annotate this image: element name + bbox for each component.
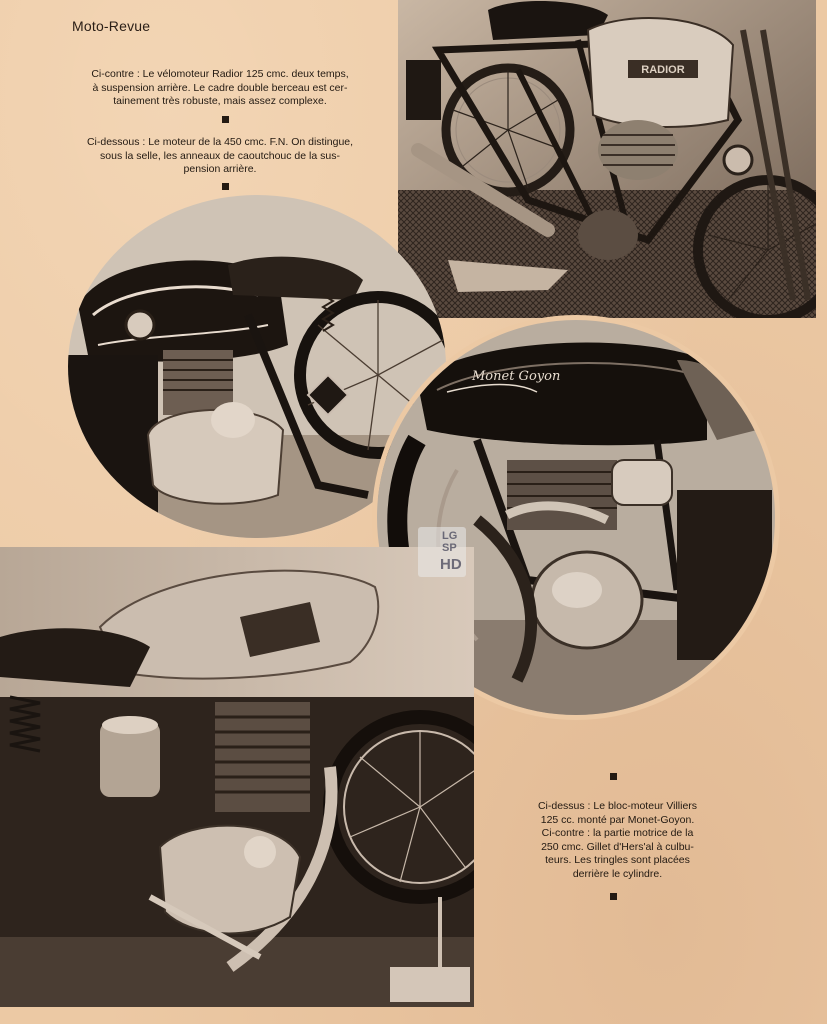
- watermark-line-1: LG: [442, 530, 458, 542]
- watermark-line-3: HD: [440, 556, 462, 573]
- separator-square: [222, 183, 229, 190]
- separator-square: [610, 893, 617, 900]
- separator-square: [222, 116, 229, 123]
- caption-villiers-gillet: Ci-dessus : Le bloc-moteur Villiers 125 cc. monté par Monet-Goyon. Ci-contre : la partie motrice de la 250 cmc. Gillet d'Hers'al à culbu- teurs. Les tringles sont placées derrière le cylindre.: [537, 800, 698, 880]
- monet-goyon-tank-lettering: Monet Goyon: [472, 369, 561, 384]
- magazine-header: Moto-Revue: [72, 18, 151, 34]
- photo-radior-velomoteur: [398, 0, 816, 318]
- watermark-line-2: SP: [442, 542, 457, 554]
- caption-fn-450: Ci-dessous : Le moteur de la 450 cmc. F.N. On distingue, sous la selle, les anneaux de caoutchouc de la sus- pension arrière.: [86, 136, 354, 175]
- radior-tank-lettering: RADIOR: [641, 64, 685, 76]
- photo-gillet-herstal-250: [0, 547, 474, 1007]
- caption-radior: Ci-contre : Le vélomoteur Radior 125 cmc. deux temps, à suspension arrière. Le cadre double berceau est cer- tainement très robuste, mais assez complexe.: [91, 68, 349, 107]
- separator-square: [610, 773, 617, 780]
- watermark-logo: [418, 527, 466, 577]
